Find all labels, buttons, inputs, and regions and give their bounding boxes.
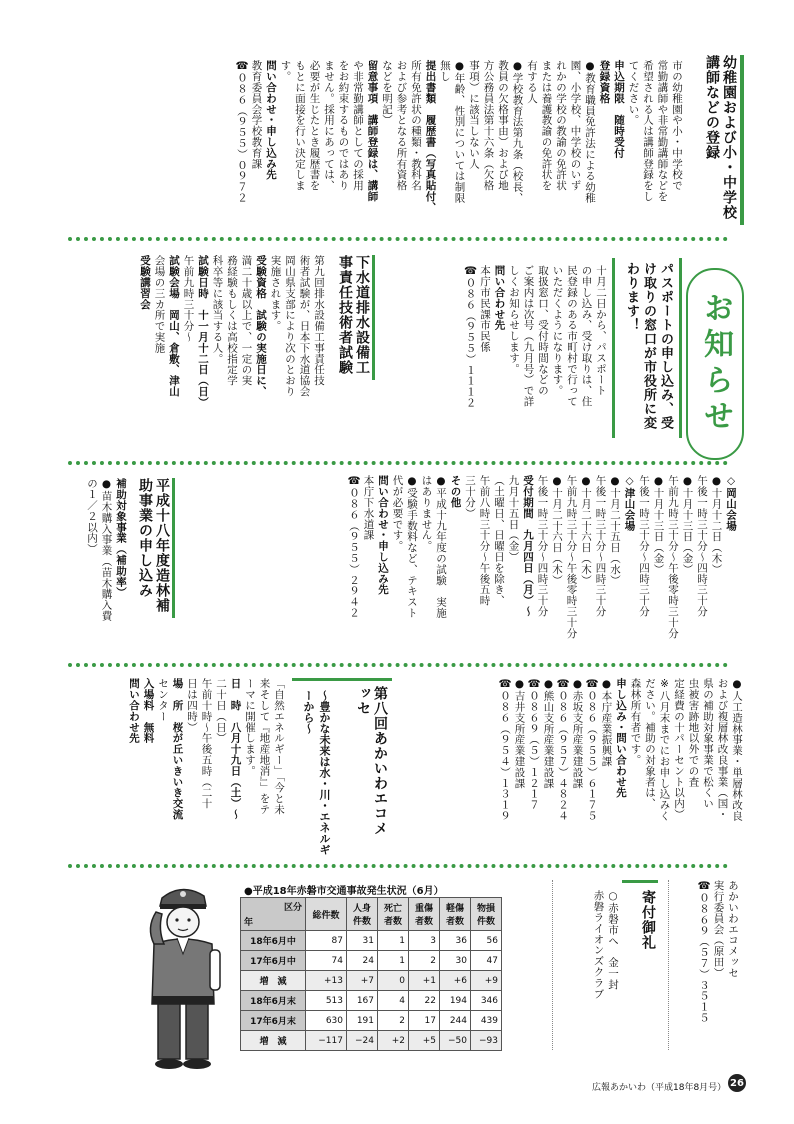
line: ●吉井支所産業建設課 bbox=[513, 678, 526, 789]
line: 有する人 bbox=[526, 60, 538, 104]
row-label: 17年6月末 bbox=[241, 1011, 306, 1031]
line: あかいわエコメッセ bbox=[727, 880, 739, 979]
line: ●十月十二日（木） bbox=[710, 475, 723, 575]
line: その他 bbox=[449, 475, 462, 508]
sessions-body bbox=[208, 475, 738, 655]
header-cell: 重傷者数 bbox=[409, 898, 440, 931]
line: 留意事項 講師登録は、講師 bbox=[366, 60, 379, 202]
line: 場 所 桜が丘いきいき交流 bbox=[171, 678, 184, 820]
line: 午前九時三十分～ bbox=[182, 255, 195, 343]
cell: 87 bbox=[306, 931, 347, 951]
row-label: 17年6月中 bbox=[241, 951, 306, 971]
line: 補助対象事業（補助率） bbox=[115, 478, 127, 598]
line: 市の幼稚園や小・中学校で bbox=[671, 60, 683, 191]
line: 問い合わせ先 bbox=[128, 678, 140, 744]
line: ○赤磐市へ 金一封 bbox=[607, 890, 619, 990]
messe-subtitle: ～豊かな未来は水・川・エネルギーから～ bbox=[302, 690, 331, 855]
notice-heading: お知らせ bbox=[698, 292, 733, 436]
header-cell: 死亡者数 bbox=[378, 898, 409, 931]
cell: 191 bbox=[347, 1011, 378, 1031]
page-number: 26 bbox=[728, 1074, 746, 1092]
donation-title-bar bbox=[622, 880, 658, 883]
line: 「自然エネルギー」「今と未 bbox=[273, 678, 285, 815]
cell: 630 bbox=[306, 1011, 347, 1031]
line: 受験資格 試験の実施日に、 bbox=[255, 255, 267, 397]
line: ●平成十九年度の試験 実施 bbox=[435, 475, 447, 619]
line: または養護教諭の免許状を bbox=[540, 60, 553, 191]
line: 希望される人は講師登録をし bbox=[642, 60, 654, 202]
line: 無し bbox=[439, 60, 451, 82]
line: ☎０８６（９５５）１１１２ bbox=[464, 265, 477, 409]
traffic-accident-table bbox=[240, 897, 502, 1051]
line: す。 bbox=[279, 60, 292, 82]
line: ●熊山支所産業建設課 bbox=[542, 678, 555, 789]
cell: −24 bbox=[347, 1031, 378, 1051]
table-row bbox=[241, 991, 502, 1011]
separator-2 bbox=[68, 461, 728, 465]
corner-bottom: 年 bbox=[244, 918, 254, 928]
cell: −50 bbox=[440, 1031, 471, 1051]
corner-top: 区分 bbox=[283, 903, 302, 913]
line: 三十分） bbox=[464, 475, 476, 519]
line: 代が必要です。 bbox=[391, 475, 404, 552]
sewer-body bbox=[60, 255, 326, 445]
line: 定経費の十パーセント以内） bbox=[673, 678, 685, 820]
line: ☎０８６（９５５）２９４２ bbox=[348, 475, 360, 619]
line: 問い合わせ・申し込み先 bbox=[377, 475, 389, 595]
passport-title: パスポートの申し込み、受け取りの窓口が市役所に変わります！ bbox=[624, 262, 673, 430]
cell: 3 bbox=[409, 931, 440, 951]
footer-text: 広報あかいわ（平成18年8月号） bbox=[592, 1083, 727, 1093]
line: 日 時 八月十九日（土）～ bbox=[229, 678, 242, 820]
cell: 30 bbox=[440, 951, 471, 971]
line: 実行委員会（原田） bbox=[712, 880, 725, 979]
line: ☎０８６９（５）１２１７ bbox=[528, 678, 540, 811]
line: 提出書類 履歴書（写真貼付、 bbox=[424, 60, 437, 213]
cell: 56 bbox=[471, 931, 502, 951]
line: 午後一時三十分～四時三十分 bbox=[536, 475, 549, 617]
row-label: 18年6月末 bbox=[241, 991, 306, 1011]
line: の申し込み、受け取りは、住 bbox=[580, 265, 593, 407]
cell: 167 bbox=[347, 991, 378, 1011]
line: 所有免許状の種類・教科名 bbox=[410, 60, 422, 191]
line: の１／２以内） bbox=[86, 478, 98, 555]
line: 午前八時三十分～午後五時 bbox=[478, 475, 491, 606]
line: ●教育職員免許法による幼稚 bbox=[584, 60, 596, 204]
line: 会場の三カ所で実施 bbox=[153, 255, 166, 354]
cell: 47 bbox=[471, 951, 502, 971]
line: ●十月二十六日（木） bbox=[580, 475, 592, 586]
separator-3 bbox=[68, 663, 728, 667]
line: ●年齢、性別については制限 bbox=[453, 60, 466, 204]
line: 午前九時三十分～午後零時三十分 bbox=[667, 475, 679, 639]
cell: 36 bbox=[440, 931, 471, 951]
table-divider bbox=[552, 880, 553, 1050]
line: 必要が生じたとき履歴書を bbox=[308, 60, 321, 191]
line: 科卒等に該当する人。 bbox=[211, 255, 224, 364]
line: 方公務員法第十六条（欠格 bbox=[482, 60, 495, 191]
line: 教育委員会学校教育課 bbox=[250, 60, 263, 169]
line: ☎０８６（９５４）１３１９ bbox=[499, 678, 511, 822]
subsidy-body-1 bbox=[62, 478, 128, 658]
header-cell: 軽傷者数 bbox=[440, 898, 471, 931]
line: ☎０８６（９５５）６１７５ bbox=[586, 678, 598, 822]
line: 県の補助対象事業で松くい bbox=[702, 678, 714, 809]
line: ●十月十三日（金） bbox=[681, 475, 694, 575]
cell: 513 bbox=[306, 991, 347, 1011]
line: ●十月二十六日（木） bbox=[551, 475, 563, 586]
cell: −93 bbox=[471, 1031, 502, 1051]
line: ☎０８６（９５５）０９７２ bbox=[236, 60, 248, 204]
line: しくお知らせします。 bbox=[508, 265, 520, 374]
line: 日は四時） bbox=[186, 678, 198, 733]
line: 取扱窓口、受付時間などの bbox=[537, 265, 549, 396]
sewer-title: 下水道排水設備工事責任技術者試験 bbox=[337, 255, 370, 375]
cell: +5 bbox=[409, 1031, 440, 1051]
line: 問い合わせ・申し込み先 bbox=[265, 60, 277, 180]
cell: 1 bbox=[378, 951, 409, 971]
line: 務経験もしくは高校指定学 bbox=[226, 255, 238, 386]
line: 赤磐ライオンズクラブ bbox=[592, 890, 605, 999]
cell: 74 bbox=[306, 951, 347, 971]
cell: 31 bbox=[347, 931, 378, 951]
line: ません。採用にあっては、 bbox=[323, 60, 335, 191]
line: 受験講習会 bbox=[139, 255, 151, 310]
separator-1 bbox=[68, 237, 728, 241]
line: 申し込み・問い合わせ先 bbox=[615, 678, 627, 798]
line: （土曜日、日曜日を除き、 bbox=[493, 475, 505, 606]
line: 本庁下水道課 bbox=[362, 475, 375, 541]
separator-4 bbox=[68, 864, 728, 868]
line: 実施されます。 bbox=[269, 255, 282, 332]
row-label: 増 減 bbox=[241, 1031, 306, 1051]
line: 術者試験が、日本下水道協会 bbox=[298, 255, 311, 397]
row-label: 18年6月中 bbox=[241, 931, 306, 951]
line: をお約束するものではあり bbox=[337, 60, 350, 191]
line: 午前九時三十分～午後零時三十分 bbox=[565, 475, 578, 639]
table-header-row bbox=[241, 898, 502, 931]
table-row bbox=[241, 971, 502, 991]
kindergarten-title: 幼稚園および小・中学校講師などの登録 bbox=[704, 55, 737, 220]
cell: 1 bbox=[378, 931, 409, 951]
notice-heading-box bbox=[686, 268, 744, 460]
cell: 0 bbox=[378, 971, 409, 991]
cell: 17 bbox=[409, 1011, 440, 1031]
traffic-caption: ●平成18年赤磐市交通事故発生状況（6月） bbox=[244, 886, 444, 897]
donation-title: 寄付御礼 bbox=[640, 890, 656, 950]
line: 森林所有者です。 bbox=[629, 678, 642, 766]
line: ☎０８６（９５７）４８２４ bbox=[557, 678, 569, 822]
donation-divider bbox=[668, 880, 669, 1050]
cell: 439 bbox=[471, 1011, 502, 1031]
line: 試験日時 十一月十二日（日） bbox=[197, 255, 209, 408]
line: 民登録のある市町村で行って bbox=[566, 265, 578, 407]
line: れかの学校の教諭の免許状 bbox=[555, 60, 567, 191]
line: 本庁市民課市民係 bbox=[479, 265, 491, 353]
line: 試験会場 岡山、倉敷、津山 bbox=[168, 255, 180, 397]
table-row bbox=[241, 1011, 502, 1031]
line: ご案内は次号（九月号）で詳 bbox=[522, 265, 535, 407]
line: などを明記） bbox=[381, 60, 393, 126]
line: センター bbox=[157, 678, 169, 722]
line: 午後一時三十分～四時三十分 bbox=[638, 475, 650, 617]
line: ●本庁産業振興課 bbox=[600, 678, 613, 767]
table-row bbox=[241, 951, 502, 971]
line: および参考となる所有資格 bbox=[395, 60, 408, 191]
line: 満二十歳以上で、一定の実 bbox=[240, 255, 253, 386]
line: 午前十時～午後五時（二十 bbox=[200, 678, 213, 809]
header-cell: 物損件数 bbox=[471, 898, 502, 931]
police-officer-illustration bbox=[132, 878, 232, 1073]
line: 問い合わせ先 bbox=[493, 265, 506, 331]
cell: 2 bbox=[409, 951, 440, 971]
cell: +6 bbox=[440, 971, 471, 991]
line: ●十月二十五日（水） bbox=[609, 475, 621, 586]
line: ださい。補助の対象者は、 bbox=[644, 678, 656, 809]
line: 受付期間 九月四日（月）～ bbox=[522, 475, 534, 617]
line: 午後一時三十分～四時三十分 bbox=[594, 475, 607, 617]
line: ●受験手数料など、テキスト bbox=[406, 475, 418, 619]
cell: 4 bbox=[378, 991, 409, 1011]
kindergarten-body bbox=[112, 60, 684, 230]
line: 園、小学校、中学校のいず bbox=[569, 60, 582, 191]
cell: +1 bbox=[409, 971, 440, 991]
line: ●人工造林事業・単層林改良 bbox=[731, 678, 743, 822]
kindergarten-title-bar bbox=[740, 55, 744, 225]
line: 十月二日から、パスポート bbox=[595, 265, 607, 396]
subsidy-body-2 bbox=[404, 678, 744, 858]
line: ☎０８６９（５７）３５１５ bbox=[698, 880, 710, 1024]
passport-body bbox=[408, 265, 608, 445]
line: ーマに開催します。 bbox=[244, 678, 256, 777]
sewer-title-bar bbox=[372, 255, 375, 380]
line: 来そして『地産地消』」をテ bbox=[258, 678, 271, 815]
cell: +13 bbox=[306, 971, 347, 991]
line: ●十月十三日（金） bbox=[652, 475, 665, 575]
line: 第九回排水設備工事責任技 bbox=[313, 255, 325, 386]
table-row bbox=[241, 1031, 502, 1051]
line: 九月十五日（金） bbox=[507, 475, 520, 563]
line: 事項）に該当しない人 bbox=[468, 60, 480, 169]
header-cell: 総件数 bbox=[306, 898, 347, 931]
row-label: 増 減 bbox=[241, 971, 306, 991]
header-cell: 人身件数 bbox=[347, 898, 378, 931]
cell: +7 bbox=[347, 971, 378, 991]
subsidy-title-bar bbox=[172, 478, 175, 618]
line: ●学校教育法第九条（校長、 bbox=[511, 60, 524, 204]
line: ◇津山会場 bbox=[623, 475, 636, 531]
cell: 22 bbox=[409, 991, 440, 1011]
cell: 194 bbox=[440, 991, 471, 1011]
table-row bbox=[241, 931, 502, 951]
line: 午後一時三十分～四時三十分 bbox=[696, 475, 708, 617]
cell: +9 bbox=[471, 971, 502, 991]
cell: 244 bbox=[440, 1011, 471, 1031]
messe-title: 第八回あかいわエコメッセ bbox=[355, 686, 388, 836]
line: 二十日（日） bbox=[215, 678, 227, 744]
line: 岡山県支部により次のとおり bbox=[284, 255, 296, 397]
messe-body-2 bbox=[680, 880, 740, 1050]
line: 申込期限 随時受付 bbox=[613, 60, 625, 159]
line: ●苗木購入事業（苗木購入費 bbox=[100, 478, 113, 622]
line: 入場料 無料 bbox=[142, 678, 155, 744]
line: や非常勤講師としての採用 bbox=[352, 60, 364, 191]
line: はありません。 bbox=[420, 475, 433, 552]
cell: −117 bbox=[306, 1031, 347, 1051]
line: いただくようになります。 bbox=[551, 265, 564, 396]
cell: +2 bbox=[378, 1031, 409, 1051]
line: および複層林改良事業（国・ bbox=[716, 678, 729, 820]
cell: 2 bbox=[378, 1011, 409, 1031]
line: もとに面接を行い決定しま bbox=[294, 60, 306, 191]
line: 登録資格 bbox=[598, 60, 611, 104]
messe-body-1 bbox=[68, 678, 286, 858]
line: ●赤坂支所産業建設課 bbox=[571, 678, 584, 789]
line: 虫被害跡地以外での査 bbox=[687, 678, 700, 787]
messe-title-bar bbox=[292, 678, 392, 681]
subsidy-title: 平成十八年度造林補助事業の申し込み bbox=[137, 478, 170, 613]
cell: 346 bbox=[471, 991, 502, 1011]
line: 教員の欠格事由）および地 bbox=[497, 60, 509, 191]
line: ◇岡山会場 bbox=[725, 475, 737, 531]
line: てください。 bbox=[627, 60, 640, 126]
corner-cell bbox=[241, 898, 306, 931]
line: 常勤講師や非常勤講師などを bbox=[656, 60, 669, 202]
cell: 24 bbox=[347, 951, 378, 971]
line: ※八月末までにお申し込みく bbox=[658, 678, 671, 822]
donation-body bbox=[566, 890, 620, 1050]
